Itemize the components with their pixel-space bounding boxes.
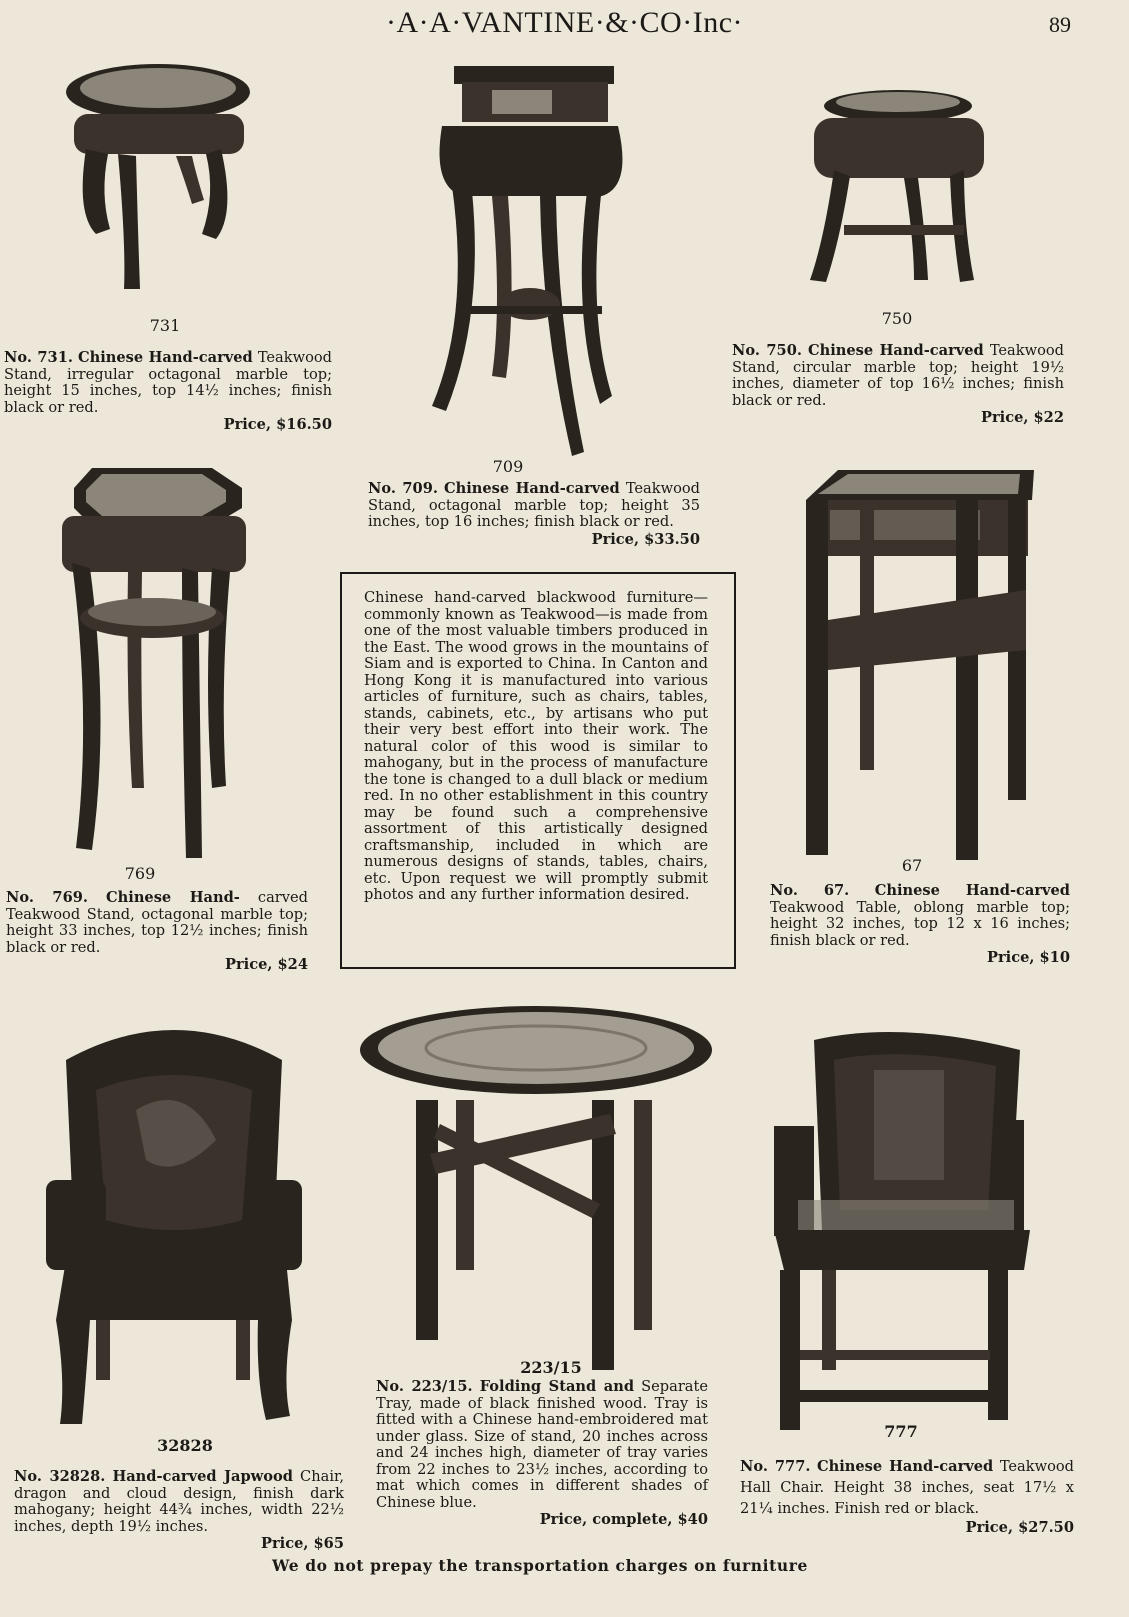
stand-769-image <box>62 468 252 860</box>
product-750-lead: Chinese Hand-carved <box>807 342 984 359</box>
product-32828-entry <box>14 1469 344 1552</box>
product-number-label-709: 709 <box>492 457 524 476</box>
product-number-label-750: 750 <box>881 309 913 328</box>
product-769-lead: Chinese Hand- <box>106 889 240 906</box>
product-32828-price: Price, $65 <box>260 1535 344 1552</box>
product-731-description <box>4 350 332 416</box>
folding-stand-22315-image <box>360 1004 716 1374</box>
product-67-description <box>770 883 1070 949</box>
product-67-details: Teakwood Table, oblong marble top; height 32 inches, top 12 x 16 inches; finish black or red. <box>770 898 1070 949</box>
chair-32828-image <box>46 1020 302 1434</box>
product-22315-details: Separate Tray, made of black finished wood. Tray is fitted with a Chinese hand-embroidered mat under glass. Size of stand, 20 inches across and 24 inches high, diameter of tray varies from 22 inches to 23½ inches, according to mat which comes in different shades of Chinese blue. <box>376 1378 709 1511</box>
product-number-label-731: 731 <box>149 316 181 335</box>
product-777-details: Teakwood Hall Chair. Height 38 inches, seat 17½ x 21¼ inches. Finish red or black. <box>740 1458 1074 1517</box>
product-709-number: No. 709. <box>368 480 438 497</box>
product-769-entry <box>6 890 308 973</box>
product-709-details: Teakwood Stand, octagonal marble top; height 35 inches, top 16 inches; finish black or red. <box>368 480 700 530</box>
product-731-lead: Chinese Hand-carved <box>77 349 253 366</box>
page-number: 89 <box>1049 12 1071 37</box>
product-709-price: Price, $33.50 <box>591 530 700 548</box>
transportation-footer-note: We do not prepay the transportation charges on furniture <box>272 1556 808 1575</box>
product-777-lead: Chinese Hand-carved <box>816 1458 994 1475</box>
stand-750-image <box>814 90 988 290</box>
product-32828-description <box>14 1469 344 1535</box>
product-709-entry <box>368 481 700 548</box>
product-22315-price: Price, complete, $40 <box>539 1511 708 1528</box>
hall-chair-777-image <box>774 1030 1030 1430</box>
product-731-price: Price, $16.50 <box>223 416 332 433</box>
catalog-header-title: ·A·A·VANTINE·&·CO·Inc· <box>385 6 743 39</box>
product-67-entry <box>770 883 1070 966</box>
product-67-price: Price, $10 <box>986 949 1070 966</box>
product-32828-details: Chair, dragon and cloud design, finish dark mahogany; height 44¾ inches, width 22½ inches, depth 19½ inches. <box>14 1468 344 1535</box>
product-777-entry <box>740 1456 1074 1536</box>
product-number-label-777: 777 <box>884 1422 918 1441</box>
product-750-number: No. 750. <box>732 342 802 359</box>
teakwood-info-text: Chinese hand-carved blackwood furniture—commonly known as Teakwood—is made from one of the most valuable timbers produced in the East. The wood grows in the mountains of Siam and is exported to China. In Canton and Hong Kong it is manufactured into various articles of furniture, such as chairs, tables, stands, cabinets, etc., by artisans who put their very best effort into their work. The natural color of this wood is similar to mahogany, but in the process of manufacture the tone is changed to a dull black or medium red. In no other establishment in this country may be found such a comprehensive assortment of this artistically designed craftsmanship, included in which are numerous designs of stands, tables, chairs, etc. Upon request we will promptly submit photos and any further information desired. <box>364 589 708 903</box>
product-number-label-32828: 32828 <box>157 1436 213 1455</box>
product-750-entry <box>732 343 1064 426</box>
product-67-lead: Chinese Hand-carved <box>874 882 1070 899</box>
stand-709-image <box>422 66 632 466</box>
product-750-details: Teakwood Stand, circular marble top; height 19½ inches, diameter of top 16½ inches; finish black or red. <box>732 342 1064 409</box>
product-750-price: Price, $22 <box>980 409 1064 426</box>
product-731-number: No. 731. <box>4 349 73 366</box>
table-67-image <box>806 470 1038 870</box>
product-731-entry <box>4 350 332 433</box>
product-750-description <box>732 343 1064 409</box>
teakwood-info-box <box>340 572 736 969</box>
product-22315-number: No. 223/15. <box>376 1378 473 1395</box>
product-number-label-22315: 223/15 <box>520 1358 582 1377</box>
product-number-label-67: 67 <box>901 856 923 875</box>
product-769-price: Price, $24 <box>224 956 308 973</box>
product-777-description <box>740 1456 1074 1519</box>
product-32828-lead: Hand-carved Japwood <box>112 1468 293 1485</box>
product-777-price: Price, $27.50 <box>965 1519 1074 1536</box>
product-32828-number: No. 32828. <box>14 1468 106 1485</box>
product-67-number: No. 67. <box>770 882 850 899</box>
product-777-number: No. 777. <box>740 1458 811 1475</box>
product-709-description <box>368 481 700 531</box>
product-769-number: No. 769. <box>6 889 88 906</box>
product-22315-lead: Folding Stand and <box>479 1378 635 1395</box>
product-769-details: carved Teakwood Stand, octagonal marble top; height 33 inches, top 12½ inches; finish black or red. <box>6 889 308 956</box>
product-769-description <box>6 890 308 956</box>
product-22315-entry <box>376 1379 708 1528</box>
stand-731-image <box>66 64 266 304</box>
product-number-label-769: 769 <box>124 864 156 883</box>
product-731-details: Teakwood Stand, irregular octagonal marble top; height 15 inches, top 14½ inches; finish black or red. <box>4 349 332 416</box>
product-709-lead: Chinese Hand-carved <box>443 480 620 497</box>
product-22315-description <box>376 1379 708 1511</box>
